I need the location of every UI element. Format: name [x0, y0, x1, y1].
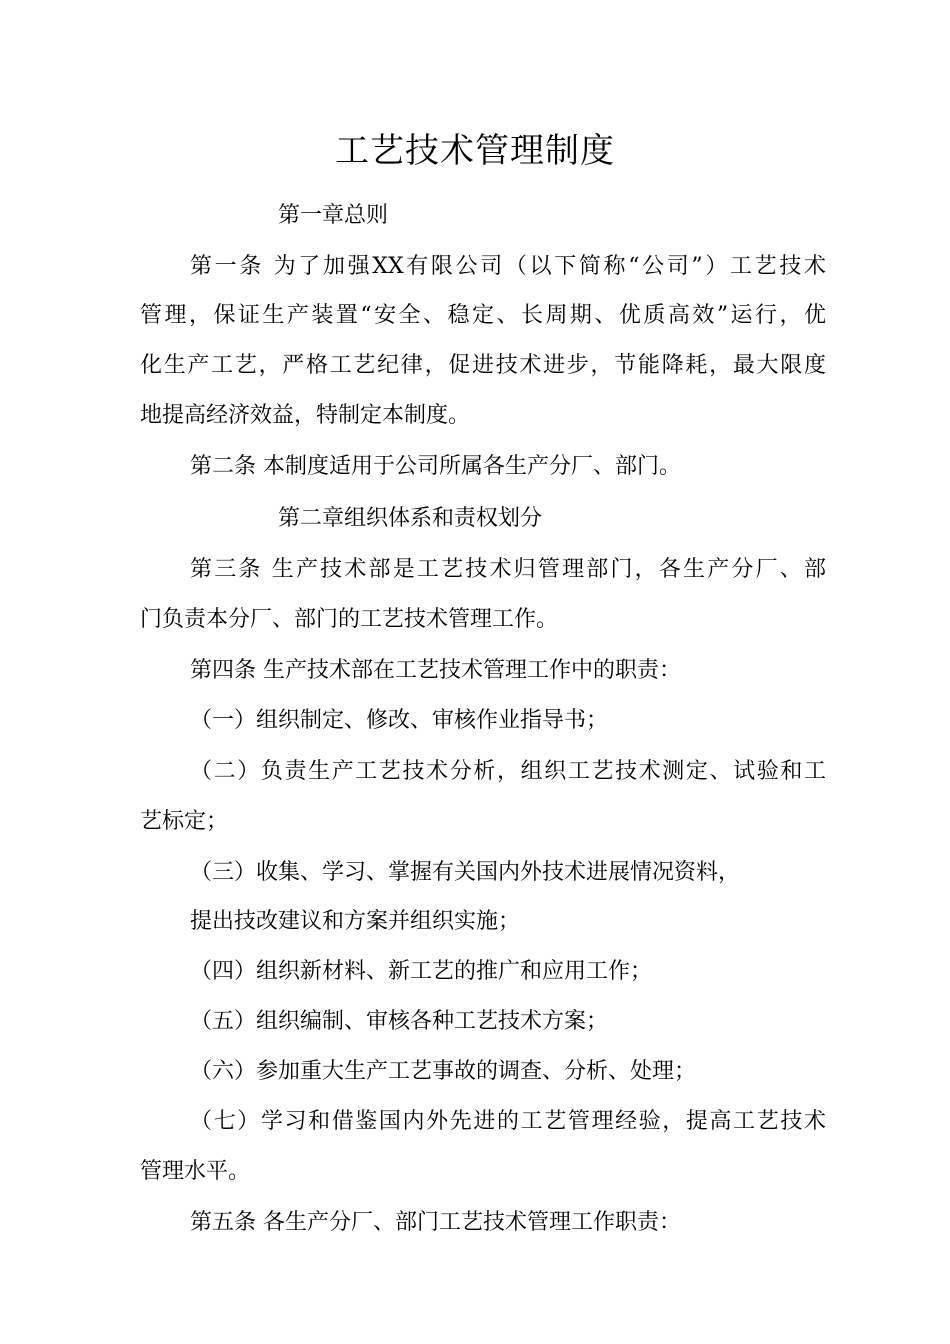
list-item-2-line-2: 艺标定；: [140, 809, 229, 834]
article-1-line-2: 管理，保证生产装置“安全、稳定、长周期、优质高效”运行，优: [140, 303, 826, 328]
list-item-3-line-1: （三）收集、学习、掌握有关国内外技术进展情况资料，: [190, 860, 741, 885]
article-4: 第四条 生产技术部在工艺技术管理工作中的职责：: [190, 658, 681, 683]
chapter-heading: 第二章组织体系和责权划分: [278, 506, 543, 531]
article-1-line-4: 地提高经济效益，特制定本制度。: [140, 403, 471, 428]
list-item-7-line-2: 管理水平。: [140, 1159, 251, 1184]
article-2: 第二条 本制度适用于公司所属各生产分厂、部门。: [190, 454, 681, 479]
article-3-line-2: 门负责本分厂、部门的工艺技术管理工作。: [140, 607, 559, 632]
list-item-3-line-2: 提出技改建议和方案并组织实施；: [190, 909, 521, 934]
document-title: 工艺技术管理制度: [335, 131, 615, 171]
chapter-heading: 第一章总则: [278, 203, 389, 228]
article-1-line-3: 化生产工艺，严格工艺纪律，促进技术进步，节能降耗，最大限度: [140, 353, 826, 378]
list-item-6: （六）参加重大生产工艺事故的调查、分析、处理；: [190, 1059, 697, 1084]
article-3-line-1: 第三条 生产技术部是工艺技术归管理部门，各生产分厂、部: [190, 557, 826, 582]
list-item-5: （五）组织编制、审核各种工艺技术方案；: [190, 1009, 609, 1034]
list-item-4: （四）组织新材料、新工艺的推广和应用工作；: [190, 959, 653, 984]
article-5: 第五条 各生产分厂、部门工艺技术管理工作职责：: [190, 1210, 681, 1235]
list-item-7-line-1: （七）学习和借鉴国内外先进的工艺管理经验，提高工艺技术: [190, 1109, 826, 1134]
list-item-2-line-1: （二）负责生产工艺技术分析，组织工艺技术测定、试验和工: [190, 759, 826, 784]
list-item-1: （一）组织制定、修改、审核作业指导书；: [190, 708, 609, 733]
article-1-line-1: 第一条 为了加强XX有限公司（以下简称“公司”）工艺技术: [190, 254, 826, 279]
